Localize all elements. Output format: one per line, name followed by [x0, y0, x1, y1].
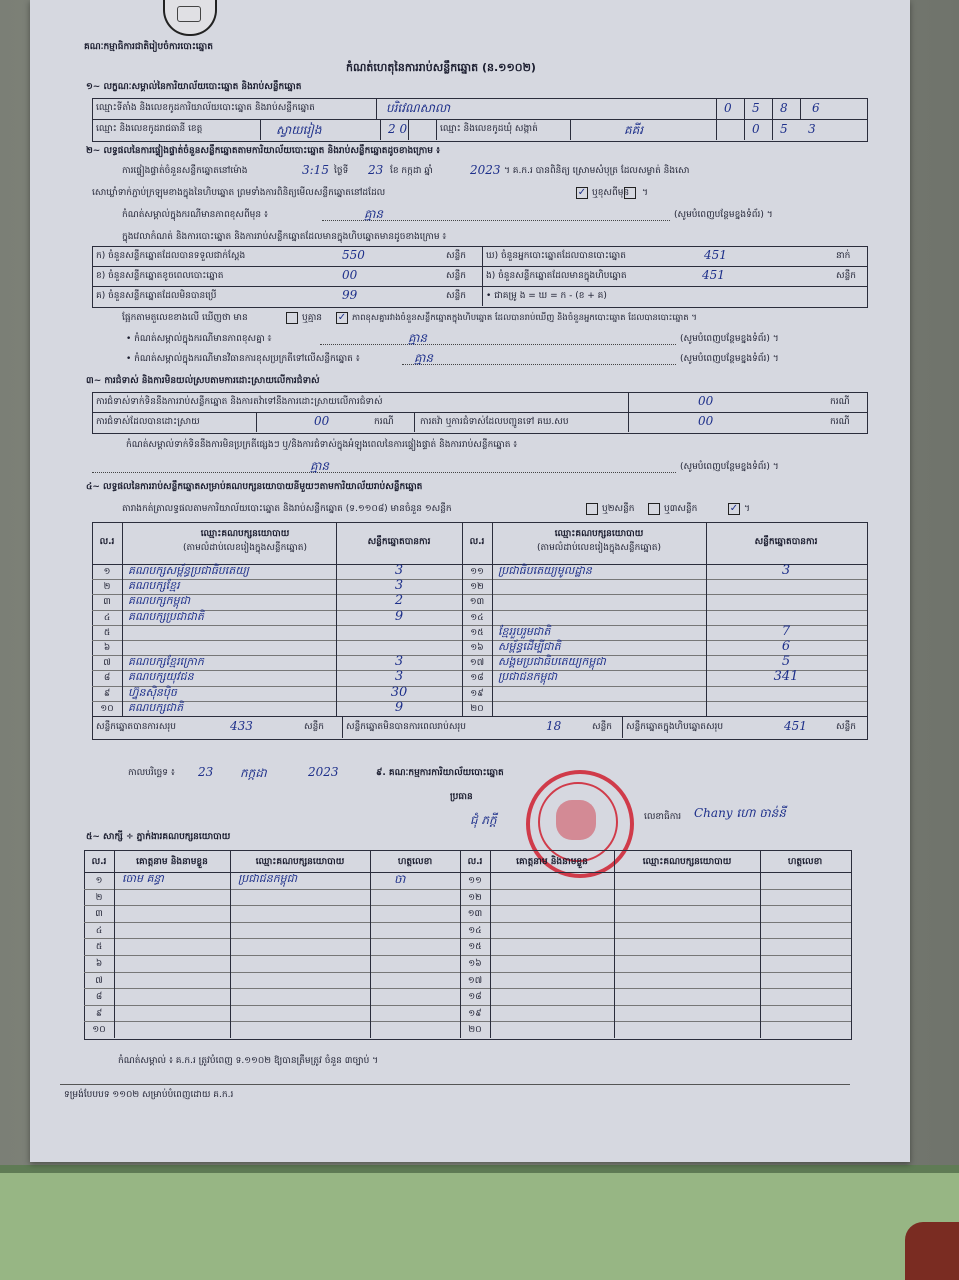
results-row-rule: [92, 686, 867, 687]
result-row-votes: 3: [394, 563, 404, 578]
result-row-party: គណបក្សប្រជាជាតិ: [128, 609, 204, 623]
commune-code-2: 5: [780, 122, 788, 136]
results-total-rule: [92, 716, 867, 717]
result-row-votes: 2: [394, 593, 404, 609]
witness-header-cell: ហត្ថលេខា: [787, 857, 823, 867]
result-row-party: គណបក្សយុវជន: [128, 670, 194, 684]
witness-row-no: ១៩: [468, 1008, 482, 1019]
result-row-party: ប្រជាជនកម្ពុជា: [498, 670, 558, 684]
spoiled-label: ខ) ចំនួនសន្លឹកឆ្នោតខូចពេលបោះឆ្នោត: [96, 271, 224, 281]
result-row-no: ២: [103, 582, 111, 593]
diff-note-value: គ្មាន: [364, 207, 384, 221]
result-row-no: ៣: [103, 597, 111, 608]
witness-row-rule: [84, 938, 851, 939]
results-col-rule: [706, 522, 707, 716]
station-code-2: 5: [752, 101, 760, 115]
result-row-no: ១១: [470, 567, 484, 577]
bullet1-value: គ្មាន: [408, 331, 428, 345]
commune-label: ឈ្មោះ និងលេខកូដឃុំ សង្កាត់: [440, 124, 538, 134]
witness-row-no: ៥: [95, 942, 103, 953]
results-header-subcell: (តាមលំដាប់លេខរៀងក្នុងសន្លឹកឆ្នោត): [183, 543, 307, 553]
bullet2-value: គ្មាន: [414, 351, 434, 365]
total-box-label: សន្លឹកឆ្នោតក្នុងហិបឆ្នោតសរុប: [626, 722, 724, 732]
results-header-subcell: (តាមលំដាប់លេខរៀងក្នុងសន្លឹកឆ្នោត): [537, 543, 661, 553]
witness-row-no: ៦: [95, 959, 103, 969]
forwarded-unit: ករណី: [830, 417, 850, 427]
sheets-3-label: ឬ៣សន្លឹក: [664, 504, 698, 514]
formula: • ជាគម្រូ ង = ឃ = ក - (ខ + គ): [486, 291, 607, 301]
result-row-votes: 3: [781, 563, 791, 578]
station-code-4: 6: [812, 101, 820, 115]
total-box-value: 451: [784, 719, 807, 733]
station-code-3: 8: [780, 101, 788, 115]
result-row-votes: 5: [781, 654, 791, 670]
bullet1-hint: (សូមបំពេញបន្ថែមខ្នងទំព័រ) ។: [680, 334, 779, 344]
diff-note-label: កំណត់សម្គាល់ក្នុងករណីមានភាពខុសពីមុន ៖: [122, 210, 268, 220]
witness-col-rule: [614, 850, 615, 1038]
witness-row-rule: [84, 1005, 851, 1006]
irregularity-hint: (សូមបំពេញបន្ថែមខ្នងទំព័រ) ។: [680, 462, 779, 472]
result-row-votes: 341: [773, 669, 799, 685]
witness-col-rule: [370, 850, 371, 1038]
witness-row-no: ១១: [468, 876, 482, 886]
result-row-votes: 3: [394, 578, 404, 594]
commune-name: គគីរ: [624, 123, 644, 137]
result-row-votes: 6: [781, 639, 791, 654]
result-row-votes: 3: [394, 669, 404, 685]
sheets-1-checkbox[interactable]: [586, 503, 598, 515]
date-month: កក្កដា: [240, 766, 267, 780]
result-row-no: ១២: [470, 582, 484, 593]
verify-line-2: សោឃ្លាំទាក់ភ្ជាប់ក្រឡុមខាងក្នុងនៃហិបឆ្នោត ព្រមទាំងការពិនិត្យមើលសន្លឹកឆ្នោតនៅដដែល: [92, 188, 386, 198]
sheets-end: ។: [744, 504, 750, 514]
result-row-no: ១៦: [470, 643, 484, 653]
in-box-label: ង) ចំនួនសន្លឹកឆ្នោតដែលមានក្នុងហិបឆ្នោត: [486, 271, 627, 281]
objections-label: ការជំទាស់ទាក់ទិននឹងការរាប់សន្លឹកឆ្នោត និងការតវ៉ាទៅនឹងការដោះស្រាយលើការជំទាស់: [96, 397, 383, 407]
result-row-no: ១៧: [469, 658, 485, 669]
result-row-no: ១៨: [470, 673, 484, 684]
section1-heading: ១~ លក្ខណៈសម្គាល់នៃការិយាល័យបោះឆ្នោត និងរាប់សន្លឹកឆ្នោត: [86, 82, 302, 92]
green-wall-band: [0, 1165, 959, 1280]
sheets-2-checkbox[interactable]: [648, 503, 660, 515]
province-code: 2 0: [388, 122, 408, 136]
witness-header-cell: ល.រ: [91, 857, 107, 867]
unused-label: គ) ចំនួនសន្លឹកឆ្នោតដែលមិនបានប្រើ: [96, 291, 217, 301]
witness-row-no: ១៤: [468, 925, 482, 936]
total-box-unit: សន្លឹក: [836, 722, 856, 732]
total-invalid-label: សន្លឹកឆ្នោតមិនបានការពេលរាប់សរុប: [346, 722, 466, 732]
section3-heading: ៣~ ការជំទាស់ និងការមិនយល់ស្របតាមការដោះស្រាយលើការជំទាស់: [86, 376, 320, 386]
station-name: បរិវេណសាលា: [386, 101, 451, 115]
witness-row-no: ៤: [95, 925, 103, 936]
witness-col-rule: [114, 850, 115, 1038]
no-discrepancy-checkbox[interactable]: ✓: [337, 312, 347, 323]
verify-line-d: ។ គ.ក.រ បានពិនិត្យ ស្រោមសំបុត្រ ដែលសម្ងាត់ និងសោ: [504, 166, 690, 176]
witness-row-rule: [84, 905, 851, 906]
results-row-rule: [92, 594, 867, 595]
verify-year: 2023: [470, 163, 501, 177]
voted-unit: នាក់: [836, 251, 851, 261]
witness-row-no: ១: [95, 876, 103, 886]
date-year: 2023: [308, 765, 339, 779]
witness-row-rule: [84, 972, 851, 973]
committee-name: គណៈកម្មាធិការជាតិរៀបចំការបោះឆ្នោត: [84, 42, 213, 52]
result-row-party: គណបក្សសម្ព័ន្ធប្រជាធិបតេយ្យ: [128, 564, 250, 577]
witness-row-no: ១៣: [467, 909, 483, 920]
station-code-1: 0: [724, 101, 732, 115]
date-label: កាលបរិច្ឆេទ ៖: [128, 768, 175, 778]
sheets-3-checkbox[interactable]: ✓: [729, 503, 739, 514]
result-row-party: សង្គមប្រជាធិបតេយ្យកម្ពុជា: [498, 655, 606, 669]
result-row-party: គណបក្សជាតិ: [128, 700, 184, 714]
total-valid-value: 433: [230, 719, 253, 733]
result-row-party: គណបក្សខ្មែរក្រោក: [128, 655, 204, 669]
sheets-2-label: ឬ២សន្លឹក: [602, 504, 635, 514]
unused-value: 99: [342, 288, 358, 302]
result-row-no: ១៩: [470, 688, 484, 699]
result-row-votes: 30: [390, 684, 408, 700]
province-name: ស្វាយរៀង: [276, 123, 322, 137]
witness-row-no: ១២: [468, 892, 482, 903]
total-invalid-unit: សន្លឹក: [592, 722, 612, 732]
line2-end: ។: [642, 188, 648, 198]
same-checkbox[interactable]: ✓: [577, 187, 587, 198]
chair-label: ប្រធាន: [450, 792, 473, 802]
bullet1-label: • កំណត់សម្គាល់ក្នុងករណីមានភាពខុសគ្នា ៖: [126, 334, 272, 344]
result-row-no: ៦: [103, 643, 111, 653]
voted-label: ឃ) ចំនួនអ្នកបោះឆ្នោតដែលបានបោះឆ្នោត: [486, 251, 626, 261]
resolved-label: ការជំទាស់ដែលបានដោះស្រាយ: [96, 417, 200, 427]
verify-line-c: ខែ កក្កដា ឆ្នាំ: [390, 166, 433, 176]
result-row-no: ១: [103, 567, 111, 577]
result-row-no: ៥: [103, 627, 111, 638]
objections-unit: ករណី: [830, 397, 850, 407]
result-row-no: ៧: [103, 658, 111, 669]
result-row-votes: 9: [394, 699, 404, 715]
resolved-value: 00: [314, 414, 330, 428]
witness-col-rule: [760, 850, 761, 1038]
received-label: ក) ចំនួនសន្លឹកឆ្នោតដែលបានទទួលជាក់ស្តែង: [96, 251, 246, 261]
witness-row-rule: [84, 922, 851, 923]
spoiled-value: 00: [342, 268, 358, 282]
witness-row-no: ៩: [95, 1008, 103, 1019]
station-label: ឈ្មោះទីតាំង និងលេខកូដការិយាល័យបោះឆ្នោត និងរាប់សន្លឹកឆ្នោត: [96, 103, 315, 113]
emblem-logo: [163, 0, 217, 36]
verify-line-b: ថ្ងៃទី: [334, 166, 349, 176]
verify-day: 23: [368, 163, 384, 177]
no-discrepancy-label: ឬគ្មាន: [302, 313, 322, 323]
voted-value: 451: [704, 248, 727, 262]
results-header-cell: ឈ្មោះគណបក្សនយោបាយ: [200, 529, 290, 539]
has-discrepancy-checkbox[interactable]: [286, 312, 298, 324]
section4-heading: ៤~ លទ្ធផលនៃការរាប់សន្លឹកឆ្នោតសម្រាប់គណបក្សនយោបាយនីមួយៗតាមការិយាល័យរាប់សន្លឹកឆ្នោត: [86, 482, 423, 492]
diff-note-hint: (សូមបំពេញបន្ថែមខ្នងទំព័រ) ។: [674, 210, 773, 220]
result-row-party: ហ្វ៊ុនស៊ិនប៉ិច: [128, 685, 177, 699]
witness-row-rule: [84, 955, 851, 956]
committee-label: ៩. គណៈកម្មការការិយាល័យបោះឆ្នោត: [376, 768, 504, 778]
results-row-rule: [92, 610, 867, 611]
verify-time: 3:15: [302, 163, 329, 177]
witness-header-cell: គោត្តនាម និងនាមខ្លួន: [516, 857, 588, 867]
form-footer: ទម្រង់បែបបទ ១១០២ សម្រាប់បំពេញដោយ គ.ក.រ: [64, 1090, 234, 1100]
spoiled-unit: សន្លឹក: [446, 271, 466, 281]
results-row-rule: [92, 701, 867, 702]
total-invalid-value: 18: [546, 719, 562, 733]
result-row-no: ១៥: [470, 627, 484, 638]
witness-header-cell: ហត្ថលេខា: [397, 857, 433, 867]
witness-row-no: ១៦: [468, 959, 482, 969]
total-valid-unit: សន្លឹក: [304, 722, 324, 732]
witness-header-rule: [84, 872, 851, 873]
bullet2-hint: (សូមបំពេញបន្ថែមខ្នងទំព័រ) ។: [680, 354, 779, 364]
result-row-no: ១៣: [469, 597, 485, 608]
result-row-votes: 3: [394, 654, 404, 670]
in-box-value: 451: [702, 268, 725, 282]
results-header-cell: ល.រ: [99, 537, 115, 547]
witness-row-name: ចោម គន្ធា: [122, 872, 164, 885]
sheets-line: តារាងកត់ត្រាលទ្ធផលតាមការិយាល័យបោះឆ្នោត និងរាប់សន្លឹកឆ្នោត (ទ.១១០៨) មានចំនួន ១សន្លឹក: [122, 504, 452, 514]
witness-row-rule: [84, 889, 851, 890]
received-unit: សន្លឹក: [446, 251, 466, 261]
irregularity-value: គ្មាន: [310, 459, 330, 473]
result-row-party: សម្ព័ន្ធដើម្បីជាតិ: [498, 640, 561, 653]
brown-corner: [905, 1222, 959, 1280]
result-row-no: ៨: [103, 673, 111, 684]
witness-row-no: ៨: [95, 992, 103, 1003]
result-row-party: ខ្មែររួបរួមជាតិ: [498, 624, 551, 638]
result-row-votes: 7: [781, 623, 791, 639]
total-valid-label: សន្លឹកឆ្នោតបានការសរុប: [96, 722, 176, 732]
witness-col-rule: [230, 850, 231, 1038]
received-value: 550: [342, 248, 365, 262]
result-row-no: ១៤: [470, 612, 484, 623]
result-row-no: ៩: [103, 688, 111, 699]
witness-row-no: ១៨: [468, 992, 482, 1003]
unused-unit: សន្លឹក: [446, 291, 466, 301]
objections-value: 00: [698, 394, 714, 408]
different-checkbox[interactable]: [624, 187, 636, 199]
irregularity-label: កំណត់សម្គាល់ទាក់ទិននឹងការមិនប្រក្រតីផ្សេងៗ ឬ/និងការជំទាស់ក្នុងអំឡុងពេលនៃការផ្ទៀងផ្ទាត់ និងការរាប់សន្លឹកឆ្នោត ៖: [126, 440, 518, 450]
witness-row-rule: [84, 988, 851, 989]
witness-header-cell: ឈ្មោះគណបក្សនយោបាយ: [642, 857, 732, 867]
result-row-party: គណបក្សកម្ពុជា: [128, 594, 191, 608]
document-sheet: [30, 0, 910, 1162]
date-day: 23: [198, 765, 214, 779]
witness-row-no: ១៥: [468, 942, 482, 953]
result-row-votes: 9: [394, 608, 404, 624]
wall-strip: [0, 1165, 959, 1173]
witness-row-party: ប្រជាជនកម្ពុជា: [238, 872, 298, 885]
commune-code-3: 3: [808, 122, 816, 136]
witness-row-no: ៧: [95, 975, 103, 986]
result-row-party: ប្រជាធិបតេយ្យមូលដ្ឋាន: [498, 564, 592, 577]
results-header-cell: ឈ្មោះគណបក្សនយោបាយ: [554, 529, 644, 539]
witness-row-no: ១៧: [467, 975, 483, 986]
result-row-no: ១០: [100, 703, 114, 714]
witness-row-no: ២: [95, 892, 103, 903]
witness-row-no: ២០: [468, 1025, 482, 1036]
discrepancy-line: ផ្អែកតាមតួលេខខាងលើ ឃើញថា មាន: [122, 313, 248, 323]
secretary-label: លេខាធិការ: [644, 812, 682, 822]
resolved-unit: ករណី: [374, 417, 394, 427]
forwarded-label: ការតវ៉ា ឬការជំទាស់ដែលបញ្ជូនទៅ គឃ.សប: [420, 417, 569, 427]
discrepancy-desc: ភាពខុសគ្នារវាងចំនួនសន្លឹកឆ្នោតក្នុងហិបឆ្នោត ដែលបានរាប់ឃើញ និងចំនួនអ្នកបោះឆ្នោត ដែលបានបោះឆ្នោត ។: [352, 313, 697, 323]
forwarded-value: 00: [698, 414, 714, 428]
witness-header-cell: ឈ្មោះគណបក្សនយោបាយ: [255, 857, 345, 867]
witness-row-rule: [84, 1021, 851, 1022]
form-title: កំណត់ហេតុនៃការរាប់សន្លឹកឆ្នោត (ន.១១០២): [346, 61, 536, 74]
total-rule: [622, 716, 623, 738]
witness-header-cell: គោត្តនាម និងនាមខ្លួន: [136, 857, 208, 867]
result-row-no: ៤: [103, 612, 111, 623]
witness-header-cell: ល.រ: [467, 857, 483, 867]
results-header-cell: សន្លឹកឆ្នោតបានការ: [754, 537, 818, 547]
witness-row-signature: ចា: [394, 872, 406, 886]
secretary-signature: Chany ហោ ចាន់នី: [694, 806, 786, 820]
counting-intro: ក្នុងវេលាកំណត់ និងការបោះឆ្នោត និងការរាប់សន្លឹកឆ្នោតដែលមានក្នុងហិបឆ្នោតមានដូចខាងក្រោម ៖: [122, 232, 447, 242]
bullet2-label: • កំណត់សម្គាល់ក្នុងករណីមានវិធានការខុសប្រក្រតីទៅលើសន្លឹកឆ្នោត ៖: [126, 354, 360, 364]
footnote: កំណត់សម្គាល់ ៖ គ.ក.រ ត្រូវបំពេញ ទ.១១០២ ឱ្យបានត្រឹមត្រូវ ចំនួន ៣ច្បាប់ ។: [118, 1056, 379, 1066]
result-row-party: គណបក្សខ្មែរ: [128, 579, 180, 593]
results-header-cell: សន្លឹកឆ្នោតបានការ: [367, 537, 431, 547]
different-label: ឬខុសពីមុន: [592, 188, 630, 198]
witness-row-no: ១០: [92, 1025, 106, 1036]
witness-row-no: ៣: [95, 909, 103, 920]
result-row-no: ២០: [470, 703, 484, 714]
section5-heading: ៥~ សាក្សី ÷ ភ្នាក់ងារគណបក្សនយោបាយ: [86, 832, 231, 842]
section2-heading: ២~ លទ្ធផលនៃការផ្ទៀងផ្ទាត់ចំនួនសន្លឹកឆ្នោតតាមការិយាល័យបោះឆ្នោត និងរាប់សន្លឹកឆ្នោតដូចខាងក្រោម ៖: [86, 146, 441, 156]
chair-signature: ជុំ ភក្តី: [470, 813, 497, 827]
commune-code-1: 0: [752, 122, 760, 136]
witness-col-rule: [490, 850, 491, 1038]
total-rule: [342, 716, 343, 738]
verify-line-a: ការផ្ទៀងផ្ទាត់ចំនួនសន្លឹកឆ្នោតនៅម៉ោង: [122, 166, 248, 176]
province-label: ឈ្មោះ និងលេខកូដរាជធានី ខេត្ត: [96, 124, 203, 134]
results-header-cell: ល.រ: [469, 537, 485, 547]
in-box-unit: សន្លឹក: [836, 271, 856, 281]
